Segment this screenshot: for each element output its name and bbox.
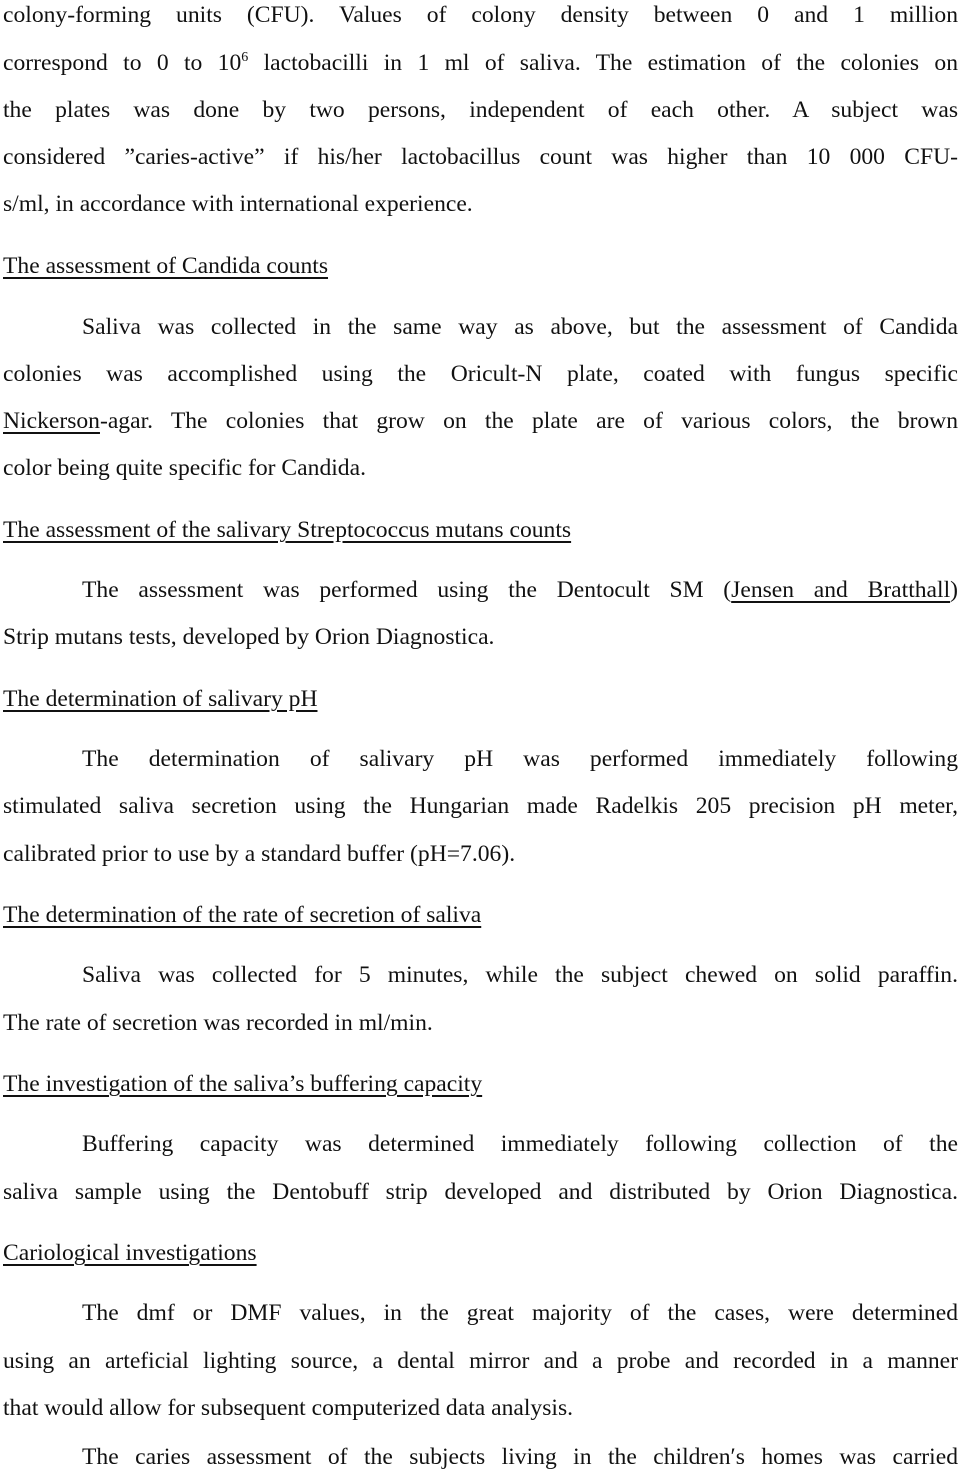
candida-line-4: color being quite specific for Candida.: [3, 455, 366, 481]
candida-heading: The assessment of Candida counts: [3, 253, 329, 279]
secretion-line-1: Saliva was collected for 5 minutes, while the subject chewed on solid paraffin.: [82, 962, 958, 988]
secretion-line-2: The rate of secretion was recorded in ml/min.: [3, 1010, 433, 1036]
streptococcus-line-1-pre: The assessment was performed using the Dentocult SM (: [82, 577, 732, 603]
nickerson-link[interactable]: Nickerson: [3, 408, 100, 434]
candida-line-3: [3, 406, 958, 436]
intro-line-2-post: lactobacilli in 1 ml of saliva. The estimation of the colonies on: [248, 50, 958, 76]
intro-line-1: colony-forming units (CFU). Values of colony density between 0 and 1 million: [3, 2, 958, 28]
ph-line-2: stimulated saliva secretion using the Hungarian made Radelkis 205 precision pH meter,: [3, 793, 958, 819]
cariological-line-4: The caries assessment of the subjects living in the children′s homes was carried: [82, 1444, 958, 1470]
cariological-line-3: that would allow for subsequent computerized data analysis.: [3, 1395, 574, 1421]
candida-line-3-rest: -agar. The colonies that grow on the plate are of various colors, the brown: [99, 408, 958, 434]
streptococcus-heading: The assessment of the salivary Streptococcus mutans counts: [3, 517, 572, 543]
cariological-line-2: using an arteficial lighting source, a dental mirror and a probe and recorded in a manner: [3, 1348, 958, 1374]
exponent-superscript: 6: [241, 50, 249, 65]
streptococcus-line-1-post: ): [950, 577, 958, 603]
ph-heading: The determination of salivary pH: [3, 686, 318, 712]
jensen-bratthall-link[interactable]: Jensen and Bratthall: [731, 577, 951, 603]
cariological-heading: Cariological investigations: [3, 1240, 257, 1266]
intro-line-2: [3, 48, 958, 78]
ph-line-1: The determination of salivary pH was performed immediately following: [82, 746, 958, 772]
secretion-heading: The determination of the rate of secretion of saliva: [3, 902, 482, 928]
candida-line-1: Saliva was collected in the same way as above, but the assessment of Candida: [82, 314, 958, 340]
streptococcus-line-1: [82, 575, 958, 605]
intro-line-5: s/ml, in accordance with international experience.: [3, 191, 473, 217]
intro-line-3: the plates was done by two persons, independent of each other. A subject was: [3, 97, 958, 123]
buffering-line-2: saliva sample using the Dentobuff strip developed and distributed by Orion Diagnostica.: [3, 1179, 958, 1205]
intro-line-2-pre: correspond to 0 to 10: [3, 50, 242, 76]
candida-line-2: colonies was accomplished using the Oricult-N plate, coated with fungus specific: [3, 361, 958, 387]
ph-line-3: calibrated prior to use by a standard buffer (pH=7.06).: [3, 841, 516, 867]
streptococcus-line-2: Strip mutans tests, developed by Orion Diagnostica.: [3, 624, 495, 650]
intro-line-4: considered ”caries-active” if his/her lactobacillus count was higher than 10 000 CFU-: [3, 144, 958, 170]
buffering-heading: The investigation of the saliva’s buffering capacity: [3, 1071, 483, 1097]
buffering-line-1: Buffering capacity was determined immediately following collection of the: [82, 1131, 958, 1157]
cariological-line-1: The dmf or DMF values, in the great majority of the cases, were determined: [82, 1300, 958, 1326]
